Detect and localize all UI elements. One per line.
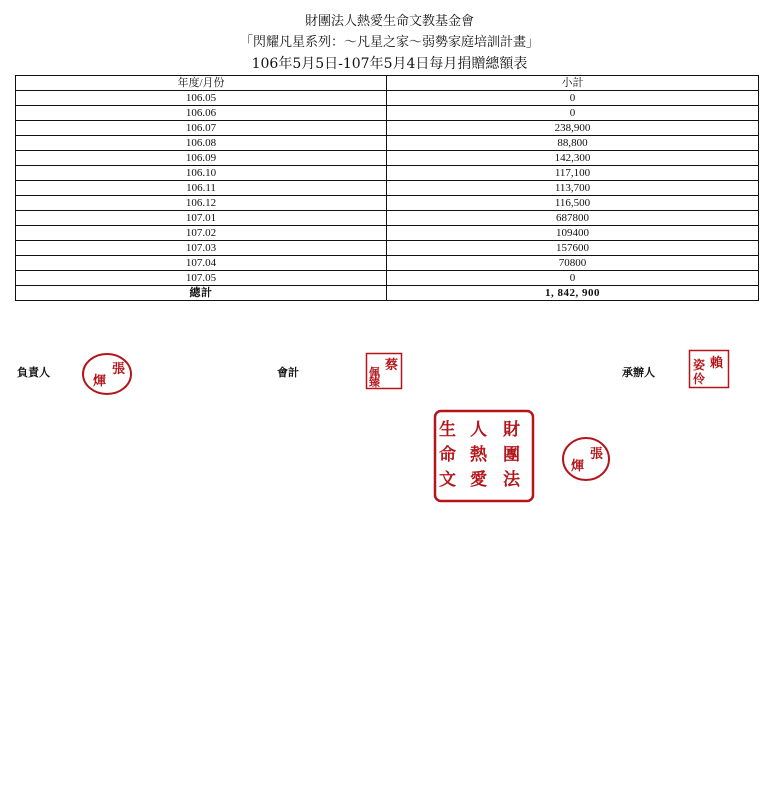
project-title: 「閃耀凡星系列：～凡星之家～弱勢家庭培訓計畫」	[239, 35, 539, 50]
subtotal-cell: 238,900	[387, 121, 759, 136]
svg-text:熱: 熱	[470, 445, 487, 465]
table-row	[16, 181, 759, 196]
svg-text:蔡: 蔡	[385, 358, 399, 373]
total-row	[16, 286, 759, 301]
owner-seal-icon	[80, 352, 134, 396]
month-cell: 107.02	[16, 226, 387, 241]
subtotal-cell: 70800	[387, 256, 759, 271]
svg-text:伶: 伶	[693, 372, 706, 386]
subtotal-cell: 0	[387, 91, 759, 106]
subtotal-cell: 687800	[387, 211, 759, 226]
table-row	[16, 256, 759, 271]
month-cell: 107.03	[16, 241, 387, 256]
accountant-seal-icon	[365, 352, 403, 390]
table-row	[16, 151, 759, 166]
month-cell: 106.07	[16, 121, 387, 136]
subtotal-cell: 88,800	[387, 136, 759, 151]
handler-seal-icon	[688, 349, 730, 389]
table-row	[16, 271, 759, 286]
svg-text:財: 財	[503, 420, 520, 440]
handler-label: 承辦人	[622, 366, 655, 379]
svg-text:命: 命	[439, 445, 456, 465]
representative-seal-icon	[560, 436, 612, 482]
table-row	[16, 196, 759, 211]
month-cell: 106.05	[16, 91, 387, 106]
svg-text:愛: 愛	[470, 470, 487, 490]
month-cell: 106.10	[16, 166, 387, 181]
owner-label: 負責人	[17, 366, 50, 379]
table-row	[16, 121, 759, 136]
month-cell: 107.04	[16, 256, 387, 271]
svg-text:煇: 煇	[571, 459, 585, 474]
table-row	[16, 226, 759, 241]
table-row	[16, 241, 759, 256]
accountant-label: 會計	[277, 366, 299, 379]
svg-text:法: 法	[503, 470, 520, 490]
total-value: 1, 842, 900	[387, 286, 759, 301]
svg-text:張: 張	[590, 447, 604, 462]
table-row	[16, 106, 759, 121]
org-title: 財團法人熱愛生命文教基金會	[304, 14, 474, 29]
month-cell: 106.06	[16, 106, 387, 121]
svg-text:賴: 賴	[710, 356, 724, 371]
svg-text:張: 張	[112, 362, 126, 377]
month-cell: 107.05	[16, 271, 387, 286]
svg-text:煇: 煇	[93, 374, 107, 389]
svg-text:臻: 臻	[369, 376, 380, 389]
svg-text:人: 人	[470, 420, 487, 440]
subtotal-cell: 113,700	[387, 181, 759, 196]
organization-seal-icon	[433, 409, 535, 503]
month-cell: 106.09	[16, 151, 387, 166]
svg-text:姿: 姿	[693, 358, 706, 372]
svg-text:生: 生	[439, 420, 456, 440]
svg-text:團: 團	[503, 445, 520, 465]
month-cell: 106.12	[16, 196, 387, 211]
subtotal-cell: 109400	[387, 226, 759, 241]
donation-table	[15, 75, 759, 301]
month-cell: 106.08	[16, 136, 387, 151]
period-title: 106年5月5日-107年5月4日每月捐贈總額表	[251, 56, 528, 72]
svg-text:佩: 佩	[369, 366, 380, 379]
table-row	[16, 136, 759, 151]
subtotal-cell: 116,500	[387, 196, 759, 211]
month-cell: 106.11	[16, 181, 387, 196]
column-header-subtotal: 小計	[387, 76, 759, 91]
subtotal-cell: 0	[387, 271, 759, 286]
table-row	[16, 91, 759, 106]
subtotal-cell: 142,300	[387, 151, 759, 166]
total-label: 總計	[16, 286, 387, 301]
subtotal-cell: 0	[387, 106, 759, 121]
subtotal-cell: 157600	[387, 241, 759, 256]
subtotal-cell: 117,100	[387, 166, 759, 181]
svg-text:文: 文	[439, 470, 456, 490]
table-header-row	[16, 76, 759, 91]
month-cell: 107.01	[16, 211, 387, 226]
table-row	[16, 211, 759, 226]
column-header-month: 年度/月份	[16, 76, 387, 91]
table-row	[16, 166, 759, 181]
